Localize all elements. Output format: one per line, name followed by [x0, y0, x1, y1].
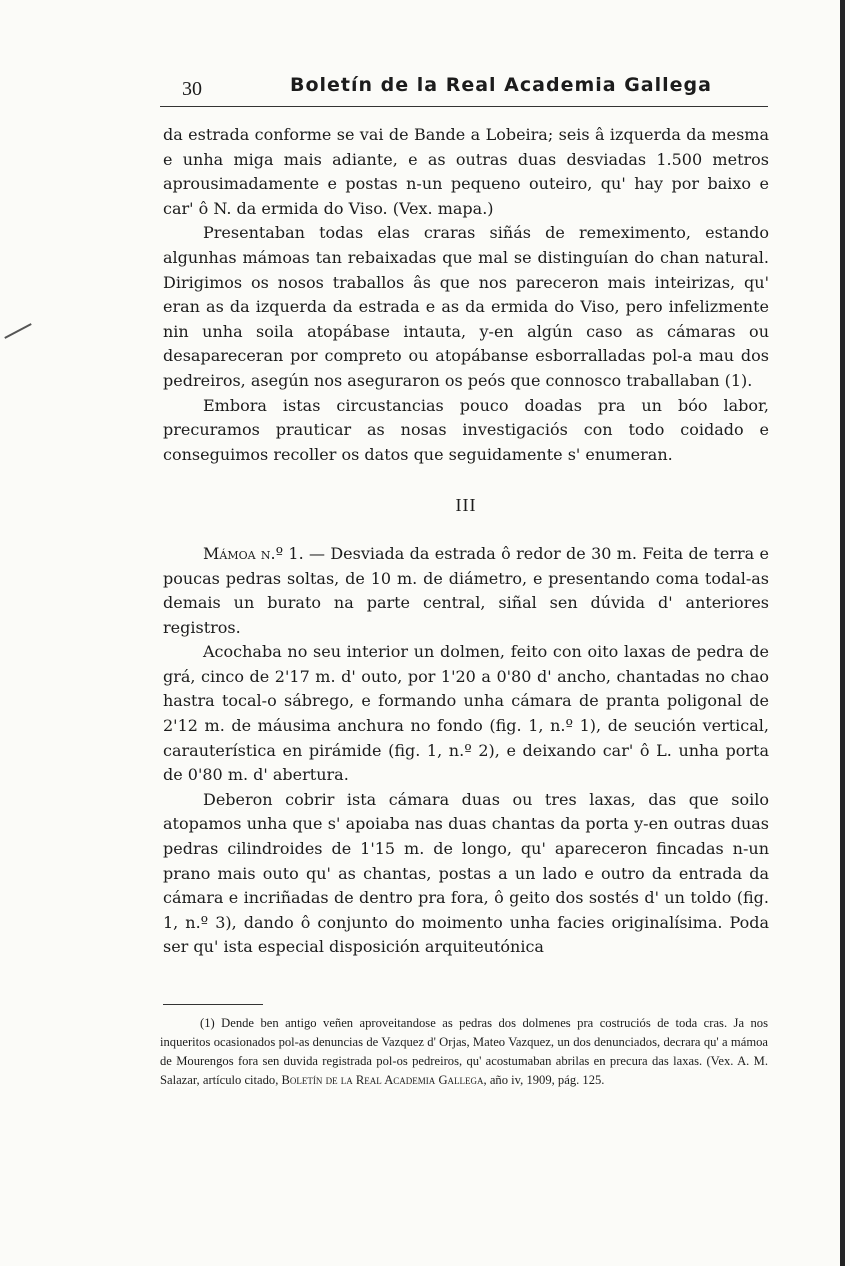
page-number: 30 — [182, 78, 202, 100]
paragraph-5: Acochaba no seu interior un dolmen, feito con oito laxas de pedra de grá, cinco de 2'17 m. d' outo, por 1'20 a 0'80 d' ancho, chantadas no chao hastra tocal-o sábrego, e formando unha cámara de pranta poligonal de 2'12 m. de máusima anchura no fondo (fig. 1, n.º 1), de seución vertical, carauterística en pirámide (fig. 1, n.º 2), e deixando car' ô L. unha porta de 0'80 m. d' abertura. — [163, 642, 769, 785]
footnote-rule — [163, 1004, 263, 1005]
footnote-1 — [160, 1014, 768, 1090]
paragraph-4 — [163, 542, 769, 640]
paragraph-6: Deberon cobrir ista cámara duas ou tres laxas, das que soilo atopamos unha que s' apoiaba nas duas chantas da porta y-en outras duas pedras cilindroides de 1'15 m. de longo, qu' apareceron fincadas n-un prano mais outo qu' as chantas, postas a un lado e outro da entrada da cámara e incriñadas de dentro pra fora, ô geito dos sostés d' un toldo (fig. 1, n.º 3), dando ô conjunto do moimento unha facies originalísima. Poda ser qu' ista especial disposición arquiteutónica — [163, 789, 769, 957]
footnote-1-text: (1) Dende ben antigo veñen aproveitandose as pedras dos dolmenes pra costruciós de toda cras. Ja nos inqueritos ocasionados pol-as denuncias de Vazquez d' Orjas, Mateo Vazquez, un dos denunciados, decrara qu' a mámoa de Mourengos fora sen duvida registrada pol-os pedreiros, qu' acostumaban abrilas en precura das laxas. (Vex. A. M. Salazar, artículo citado, — [160, 1016, 768, 1087]
footnote-journal: Boletín de la Real Academia Gallega — [281, 1073, 484, 1087]
margin-pencil-mark — [4, 323, 31, 339]
running-title: Boletín de la Real Academia Gallega — [290, 74, 712, 96]
section-heading: III — [455, 495, 477, 516]
paragraph-1: da estrada conforme se vai de Bande a Lobeira; seis â izquerda da mesma e unha miga mais adiante, e as outras duas desviadas 1.500 metros aprousimadamente e postas n-un pequeno outeiro, qu' hay por baixo e car' ô N. da ermida do Viso. (Vex. mapa.) — [163, 125, 769, 218]
scan-edge-line — [840, 0, 845, 1266]
paragraph-4-text: — Desviada da estrada ô redor de 30 m. Feita de terra e poucas pedras soltas, de 10 m. de diámetro, e presentando coma todal-as demais un burato na parte central, siñal sen dúvida d' anteriores registros. — [163, 543, 769, 637]
paragraph-3: Embora istas circustancias pouco doadas pra un bóo labor, precuramos prauticar as nosas investigaciós con todo coidado e conseguimos recoller os datos que seguidamente s' enumeran. — [163, 395, 769, 464]
paragraph-2: Presentaban todas elas craras siñás de remeximento, estando algunhas mámoas tan rebaixadas que mal se distinguían do chan natural. Dirigimos os nosos traballos âs que nos pareceron mais inteirizas, qu' eran as da izquerda da estrada e as da ermida do Viso, pero infelizmente nin unha soila atopábase intauta, y-en algún caso as cámaras ou desapareceran por compreto ou atopábanse esborralladas pol-a mau dos pedreiros, asegún nos aseguraron os peós que connosco traballaban (1). — [163, 223, 769, 390]
footnotes — [160, 1014, 768, 1090]
body-text — [163, 123, 769, 960]
footnote-1-end: , año iv, 1909, pág. 125. — [483, 1073, 605, 1087]
mamoa-label: Mámoa n.º 1. — [203, 543, 304, 563]
page-header — [160, 74, 768, 107]
